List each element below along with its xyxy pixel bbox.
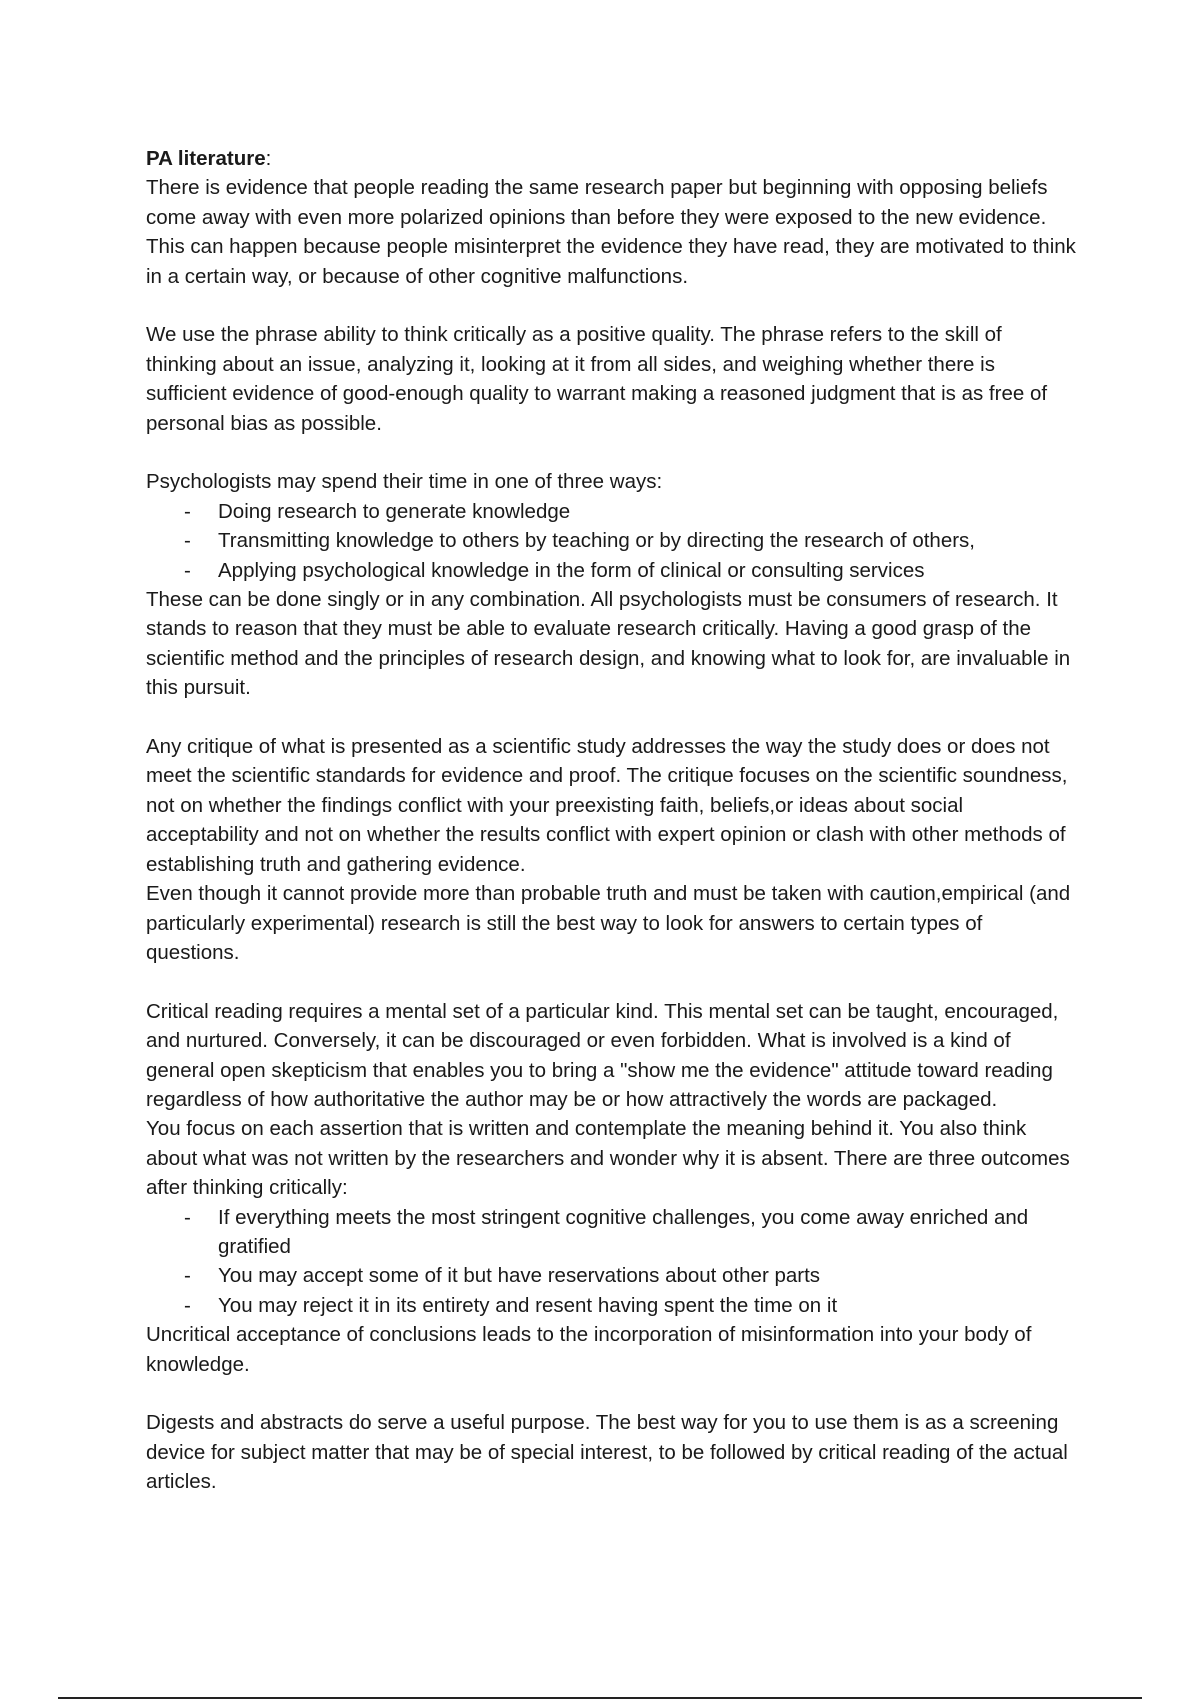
paragraph-empirical-research: Even though it cannot provide more than probable truth and must be taken with caution,empirical (and particularly experimental) research is still the best way to look for answers to certain types of questions. <box>146 882 1071 964</box>
list-item: - Applying psychological knowledge in the form of clinical or consulting services <box>218 556 1076 585</box>
paragraph-assertions: You focus on each assertion that is written and contemplate the meaning behind it. You also think about what was not written by the researchers and wonder why it is absent. There are three outcomes after thinking critically: <box>146 1117 1070 1200</box>
heading-colon: : <box>265 147 272 170</box>
outcomes-list <box>146 1203 1076 1321</box>
list-item: - Transmitting knowledge to others by teaching or by directing the research of others, <box>218 526 1076 555</box>
paragraph-critical-thinking: We use the phrase ability to think critically as a positive quality. The phrase refers to the skill of thinking about an issue, analyzing it, looking at it from all sides, and weighing whether there is sufficient evidence of good-enough quality to warrant making a reasoned judgment that is as free of personal bias as possible. <box>146 323 1048 435</box>
spacer <box>146 703 1076 732</box>
paragraph-consumers-of-research: These can be done singly or in any combination. All psychologists must be consumers of research. It stands to reason that they must be able to evaluate research critically. Having a good grasp of the scientific method and the principles of research design, and knowing what to look for, are invaluable in this pursuit. <box>146 588 1071 700</box>
psychologist-ways-list <box>146 497 1076 585</box>
section-heading <box>146 144 1076 173</box>
document-body <box>146 144 1076 1497</box>
paragraph-digests: Digests and abstracts do serve a useful purpose. The best way for you to use them is as a screening device for subject matter that may be of special interest, to be followed by critical reading of the actual articles. <box>146 1411 1068 1494</box>
paragraph-uncritical-acceptance: Uncritical acceptance of conclusions leads to the incorporation of misinformation into your body of knowledge. <box>146 1323 1032 1376</box>
list-item: - Doing research to generate knowledge <box>218 497 1076 526</box>
list-item: - If everything meets the most stringent cognitive challenges, you come away enriched and gratified <box>218 1203 1076 1262</box>
heading-label: PA literature <box>146 147 266 170</box>
spacer <box>146 1379 1076 1408</box>
spacer <box>146 967 1076 996</box>
list-item: - You may reject it in its entirety and resent having spent the time on it <box>218 1291 1076 1320</box>
spacer <box>146 291 1076 320</box>
paragraph-psychologists-intro: Psychologists may spend their time in one of three ways: <box>146 470 663 494</box>
footer-divider <box>58 1697 1142 1699</box>
spacer <box>146 438 1076 467</box>
paragraph-critical-reading: Critical reading requires a mental set of a particular kind. This mental set can be taught, encouraged, and nurtured. Conversely, it can be discouraged or even forbidden. What is involved is a kind of general open skepticism that enables you to bring a "show me the evidence" attitude toward reading regardless of how authoritative the author may be or how attractively the words are packaged. <box>146 999 1059 1111</box>
paragraph-polarization: There is evidence that people reading the same research paper but beginning with opposing beliefs come away with even more polarized opinions than before they were exposed to the new evidence. This can happen because people misinterpret the evidence they have read, they are motivated to think in a certain way, or because of other cognitive malfunctions. <box>146 176 1076 288</box>
paragraph-critique: Any critique of what is presented as a scientific study addresses the way the study does or does not meet the scientific standards for evidence and proof. The critique focuses on the scientific soundness, not on whether the findings conflict with your preexisting faith, beliefs,or ideas about social acceptability and not on whether the results conflict with expert opinion or clash with other methods of establishing truth and gathering evidence. <box>146 735 1068 876</box>
list-item: - You may accept some of it but have reservations about other parts <box>218 1261 1076 1290</box>
